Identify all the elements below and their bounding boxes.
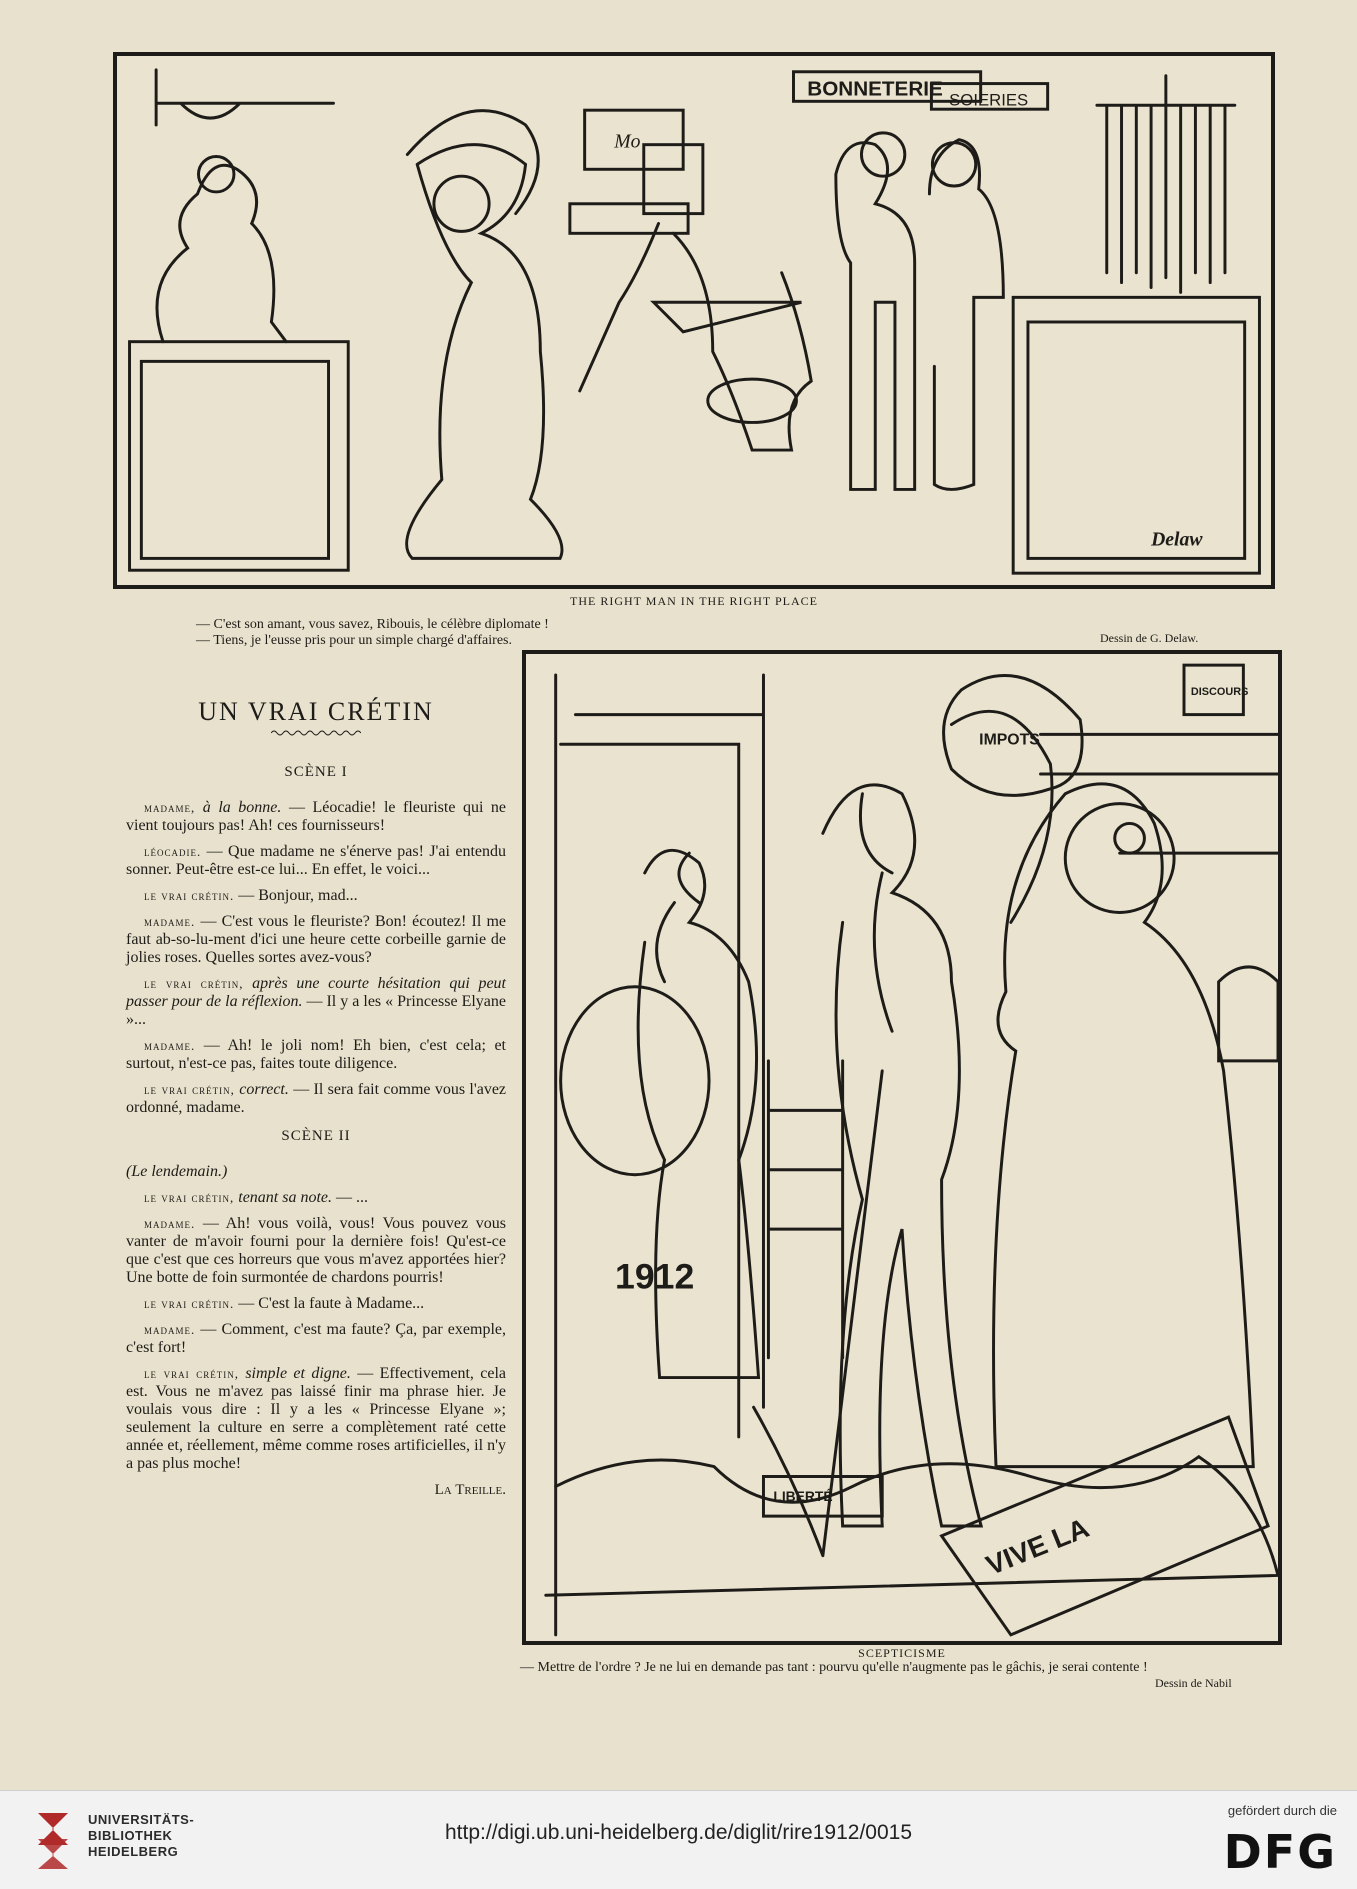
university-name-line: UNIVERSITÄTS-	[88, 1812, 195, 1827]
right-cartoon-dialog: — Mettre de l'ordre ? Je ne lui en demande pas tant : pourvu qu'elle n'augmente pas le gâchis, je serai contente !	[520, 1660, 1148, 1675]
article-title: UN VRAI CRÉTIN	[198, 697, 434, 726]
speaker-name: madame.	[144, 1216, 196, 1231]
stage-direction: correct.	[239, 1081, 289, 1098]
stage-direction: tenant sa note.	[238, 1189, 333, 1206]
dialogue-paragraph	[126, 1321, 506, 1357]
scene-2-body	[126, 1189, 506, 1473]
speaker-name: le vrai crétin.	[144, 1296, 235, 1311]
right-cartoon-drawing	[526, 654, 1278, 1641]
top-cartoon	[113, 52, 1275, 589]
dialogue-text: — Léocadie! le fleuriste qui ne vient toujours pas! Ah! ces fournisseurs!	[126, 799, 507, 834]
box-label: Mo	[614, 130, 641, 153]
speaker-name: le vrai crétin,	[144, 976, 244, 991]
speaker-name: léocadie.	[144, 844, 202, 859]
dialogue-paragraph	[126, 1189, 506, 1207]
stage-direction: à la bonne.	[202, 799, 282, 816]
dialogue-text: — Effectivement, cela est. Vous ne m'avez pas laissé finir ma phrase hier. Je voulais vous dire : Il y a les « Princesse Elyane »; seulement la culture en serre a complètement raté cette année et, réellement, même comme roses artificielles, il n'y a pas plus moche!	[126, 1365, 507, 1472]
right-cartoon	[522, 650, 1282, 1645]
sign-soieries: SOIERIES	[949, 90, 1029, 110]
right-cartoon-title: SCEPTICISME	[858, 1646, 946, 1660]
speaker-name: le vrai crétin,	[144, 1190, 235, 1205]
dialogue-paragraph	[126, 913, 506, 967]
dialogue-text: — Comment, c'est ma faute? Ça, par exemple, c'est fort!	[126, 1321, 507, 1356]
speaker-name: madame,	[144, 800, 196, 815]
viewer-footer	[0, 1790, 1357, 1889]
dialogue-text: — Que madame ne s'énerve pas! J'ai entendu sonner. Peut-être est-ce lui... En effet, le voici...	[126, 843, 507, 878]
funded-by-label: gefördert durch die	[1227, 1803, 1337, 1818]
stage-direction: après une courte hésitation qui peut passer pour de la réflexion.	[126, 975, 506, 1010]
label-impots: IMPOTS	[979, 731, 1040, 749]
scene-1-heading: SCÈNE I	[284, 764, 348, 780]
sign-bonneterie: BONNETERIE	[807, 77, 943, 101]
right-cartoon-credit: Dessin de Nabil	[1155, 1676, 1232, 1690]
university-name-line: HEIDELBERG	[88, 1844, 179, 1859]
speaker-name: madame.	[144, 1038, 196, 1053]
title-ornament	[271, 729, 361, 737]
article-signature: La Treille.	[434, 1482, 506, 1498]
dialogue-paragraph	[126, 1081, 506, 1117]
dialogue-text: — C'est vous le fleuriste? Bon! écoutez! Il me faut ab-so-lu-ment d'ici une heure cette corbeille garnie de jolies roses. Quelles sortes avez-vous?	[126, 913, 507, 966]
dialogue-text: — Il sera fait comme vous l'avez ordonné, madame.	[126, 1081, 507, 1116]
artist-signature: Delaw	[1151, 528, 1203, 551]
speaker-name: le vrai crétin,	[144, 1082, 235, 1097]
permalink-url[interactable]: http://digi.ub.uni-heidelberg.de/diglit/rire1912/0015	[445, 1821, 912, 1844]
label-vive-la: VIVE LA	[981, 1511, 1094, 1582]
article-column	[126, 690, 506, 1499]
top-cartoon-credit: Dessin de G. Delaw.	[1100, 631, 1199, 645]
label-year: 1912	[615, 1256, 695, 1297]
label-discours: DISCOURS	[1190, 685, 1249, 698]
scene-2-heading: SCÈNE II	[281, 1128, 351, 1144]
dialogue-text: — ...	[336, 1189, 369, 1206]
dialogue-text: — C'est la faute à Madame...	[238, 1295, 425, 1312]
dialogue-paragraph	[126, 1037, 506, 1073]
speaker-name: le vrai crétin.	[144, 888, 235, 903]
university-name-line: BIBLIOTHEK	[88, 1828, 173, 1843]
dialogue-paragraph	[126, 1365, 506, 1473]
scene-1-body	[126, 799, 506, 1117]
dialogue-paragraph	[126, 843, 506, 879]
top-cartoon-title: THE RIGHT MAN IN THE RIGHT PLACE	[570, 594, 818, 608]
dialogue-paragraph	[126, 1295, 506, 1313]
dialogue-text: — Il y a les « Princesse Elyane »...	[126, 993, 507, 1028]
dialogue-paragraph	[126, 799, 506, 835]
dialog-line: — C'est son amant, vous savez, Ribouis, le célèbre diplomate !	[196, 617, 549, 632]
dialogue-paragraph	[126, 1215, 506, 1287]
dialogue-text: — Ah! le joli nom! Eh bien, c'est cela; et surtout, n'est-ce pas, faites toute diligence.	[126, 1037, 506, 1072]
scene-2-subtitle: (Le lendemain.)	[126, 1163, 228, 1180]
speaker-name: madame.	[144, 1322, 196, 1337]
top-cartoon-dialog	[196, 617, 549, 649]
dialogue-text: — Ah! vous voilà, vous! Vous pouvez vous vanter de m'avoir fourni pour la dernière fois! Qu'est-ce que c'est que ces horreurs que vous m'avez apportées hier? Une botte de foin surmontée de chardons pourris!	[126, 1215, 506, 1286]
label-liberte: LIBERTÉ	[773, 1488, 833, 1505]
dialogue-paragraph	[126, 975, 506, 1029]
dialogue-text: — Bonjour, mad...	[238, 887, 358, 904]
speaker-name: madame.	[144, 914, 196, 929]
speaker-name: le vrai crétin,	[144, 1366, 239, 1381]
dfg-logo[interactable]: DFG	[1223, 1825, 1337, 1879]
dialog-line: — Tiens, je l'eusse pris pour un simple chargé d'affaires.	[196, 633, 512, 648]
dialogue-paragraph	[126, 887, 506, 905]
stage-direction: simple et digne.	[245, 1365, 351, 1382]
top-cartoon-drawing	[117, 56, 1271, 585]
